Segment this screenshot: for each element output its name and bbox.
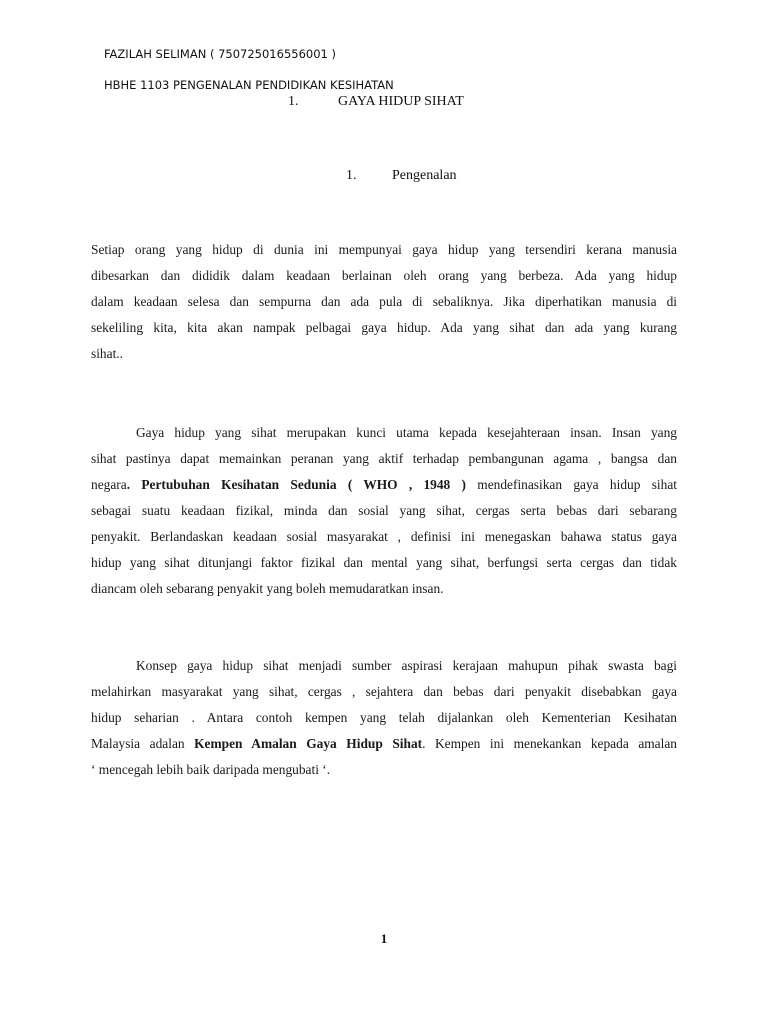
paragraph-intro [91,237,677,367]
paragraph-line-campaign [91,731,677,757]
paragraph-line: sekeliling kita, kita akan nampak pelbagai gaya hidup. Ada yang sihat dan ada yang kurang [91,320,677,335]
paragraph-line: dalam keadaan selesa dan sempurna dan ada pula di sebaliknya. Jika diperhatikan manusia di [91,294,677,309]
paragraph-line-who [91,472,677,498]
paragraph-line: penyakit. Berlandaskan keadaan sosial masyarakat , definisi ini menegaskan bahawa status gaya [91,529,677,544]
paragraph-line: sihat.. [91,346,123,361]
line-text: mendefinasikan gaya hidup sihat [466,477,677,492]
author-header: FAZILAH SELIMAN ( 750725016556001 ) [104,47,336,61]
course-header: HBHE 1103 PENGENALAN PENDIDIKAN KESIHATAN [104,78,394,92]
paragraph-healthy-lifestyle [91,420,677,602]
paragraph-line: dibesarkan dan dididik dalam keadaan berlainan oleh orang yang berbeza. Ada yang hidup [91,268,677,283]
paragraph-line: sebagai suatu keadaan fizikal, minda dan sosial yang sihat, cergas serta bebas dari sebarang [91,503,677,518]
campaign-name: Kempen Amalan Gaya Hidup Sihat [194,736,423,751]
section-number: 1. [346,168,357,183]
paragraph-line: Konsep gaya hidup sihat menjadi sumber aspirasi kerajaan mahupun pihak swasta bagi [136,658,677,673]
paragraph-line: melahirkan masyarakat yang sihat, cergas , sejahtera dan bebas dari penyakit disebabkan gaya [91,684,677,699]
who-reference: . Pertubuhan Kesihatan Sedunia ( WHO , 1948 ) [126,477,466,492]
title-text: GAYA HIDUP SIHAT [338,94,464,109]
page-number: 1 [380,931,388,946]
line-text: . Kempen ini menekankan kepada amalan [422,736,677,751]
line-text: negara [91,477,127,492]
line-text: Malaysia adalan [91,736,195,751]
paragraph-line: ‘ mencegah lebih baik daripada mengubati ‘. [91,762,331,777]
paragraph-line: Setiap orang yang hidup di dunia ini mempunyai gaya hidup yang tersendiri kerana manusia [91,242,677,257]
paragraph-line: Gaya hidup yang sihat merupakan kunci utama kepada kesejahteraan insan. Insan yang [136,425,677,440]
paragraph-line: hidup seharian . Antara contoh kempen yang telah dijalankan oleh Kementerian Kesihatan [91,710,677,725]
document-title [288,94,488,112]
paragraph-line: diancam oleh sebarang penyakit yang boleh memudaratkan insan. [91,581,444,596]
paragraph-concept [91,653,677,783]
title-number: 1. [288,94,299,109]
section-heading [346,168,486,186]
paragraph-line: hidup yang sihat ditunjangi faktor fizikal dan mental yang sihat, berfungsi serta cergas dan tidak [91,555,677,570]
paragraph-line: sihat pastinya dapat memainkan peranan yang aktif terhadap pembangunan agama , bangsa dan [91,451,677,466]
section-title: Pengenalan [392,168,457,183]
